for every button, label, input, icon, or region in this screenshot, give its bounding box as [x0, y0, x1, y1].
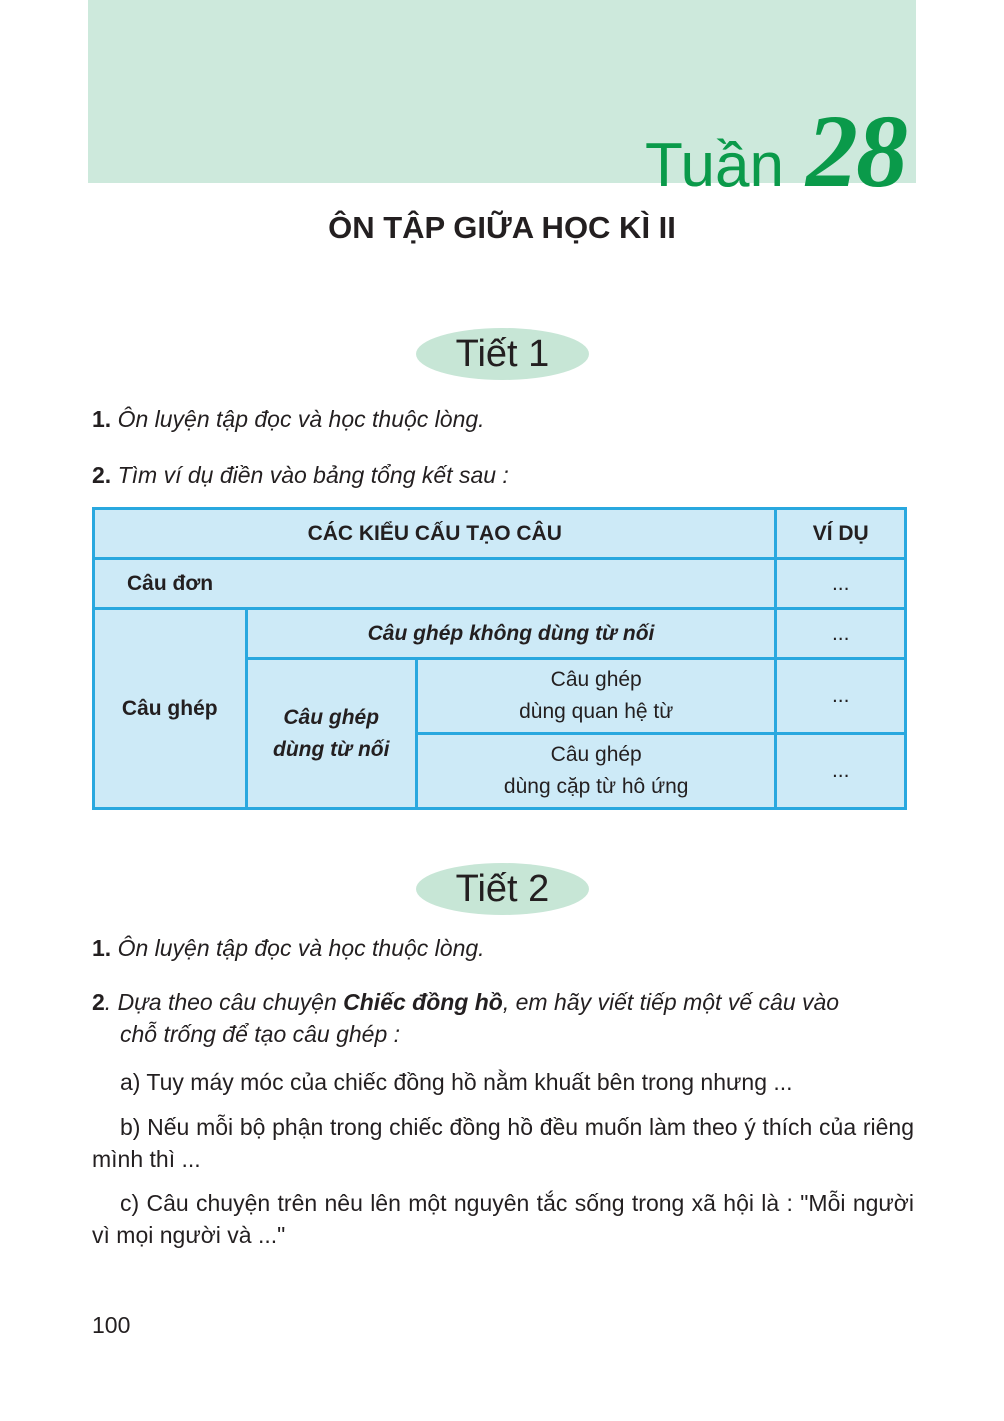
paired-word-label	[416, 734, 776, 809]
item-text-line2: chỗ trống để tạo câu ghép :	[120, 1021, 401, 1047]
period-1-item-2	[92, 459, 914, 491]
period-2-item-2	[92, 986, 914, 1050]
item-text: Tìm ví dụ điền vào bảng tổng kết sau :	[117, 462, 509, 488]
example-cell: ...	[776, 734, 906, 809]
item-number: 2.	[92, 462, 112, 488]
exercise-b: b) Nếu mỗi bộ phận trong chiếc đồng hồ đều muốn làm theo ý thích của riêng mình thì ...	[92, 1114, 914, 1172]
label-line: Câu ghép	[550, 743, 642, 766]
week-number: 28	[806, 94, 906, 209]
item-text: Ôn luyện tập đọc và học thuộc lòng.	[117, 406, 485, 432]
label-line: dùng từ nối	[273, 737, 390, 761]
relational-word-label	[416, 659, 776, 734]
exercise-a: a) Tuy máy móc của chiếc đồng hồ nằm khuất bên trong nhưng ...	[120, 1069, 793, 1095]
label-line: dùng quan hệ từ	[519, 700, 674, 723]
period-1-item-1	[92, 403, 914, 435]
page-title: ÔN TẬP GIỮA HỌC KÌ II	[328, 210, 676, 245]
header-types: CÁC KIỂU CẤU TẠO CÂU	[94, 509, 776, 559]
label-line: Câu ghép	[550, 668, 642, 691]
period-2-item-1	[92, 932, 914, 964]
item-number: 2	[92, 989, 105, 1015]
story-title: Chiếc đồng hồ	[343, 989, 503, 1015]
week-word: Tuần	[644, 131, 784, 200]
example-cell: ...	[776, 559, 906, 609]
item-number: 1.	[92, 935, 112, 961]
period-2-badge: Tiết 2	[416, 863, 589, 915]
item-text-post: , em hãy viết tiếp một vế câu vào	[502, 989, 840, 1015]
item-number: 1.	[92, 406, 112, 432]
compound-no-connector-label: Câu ghép không dùng từ nối	[246, 609, 776, 659]
item-text-pre: . Dựa theo câu chuyện	[104, 989, 344, 1015]
compound-sentence-label: Câu ghép	[94, 609, 247, 809]
period-1-badge: Tiết 1	[416, 328, 589, 380]
sentence-structure-table	[92, 507, 907, 810]
exercise-c: c) Câu chuyện trên nêu lên một nguyên tắc sống trong xã hội là : "Mỗi người vì mọi người và ..."	[92, 1190, 914, 1248]
header-example: VÍ DỤ	[776, 509, 906, 559]
example-cell: ...	[776, 609, 906, 659]
item-text: Ôn luyện tập đọc và học thuộc lòng.	[117, 935, 485, 961]
simple-sentence-label: Câu đơn	[94, 559, 776, 609]
label-line: Câu ghép	[283, 705, 380, 729]
compound-connector-label	[246, 659, 416, 809]
label-line: dùng cặp từ hô ứng	[503, 775, 689, 798]
week-heading	[644, 92, 906, 209]
example-cell: ...	[776, 659, 906, 734]
page-number: 100	[92, 1312, 131, 1338]
